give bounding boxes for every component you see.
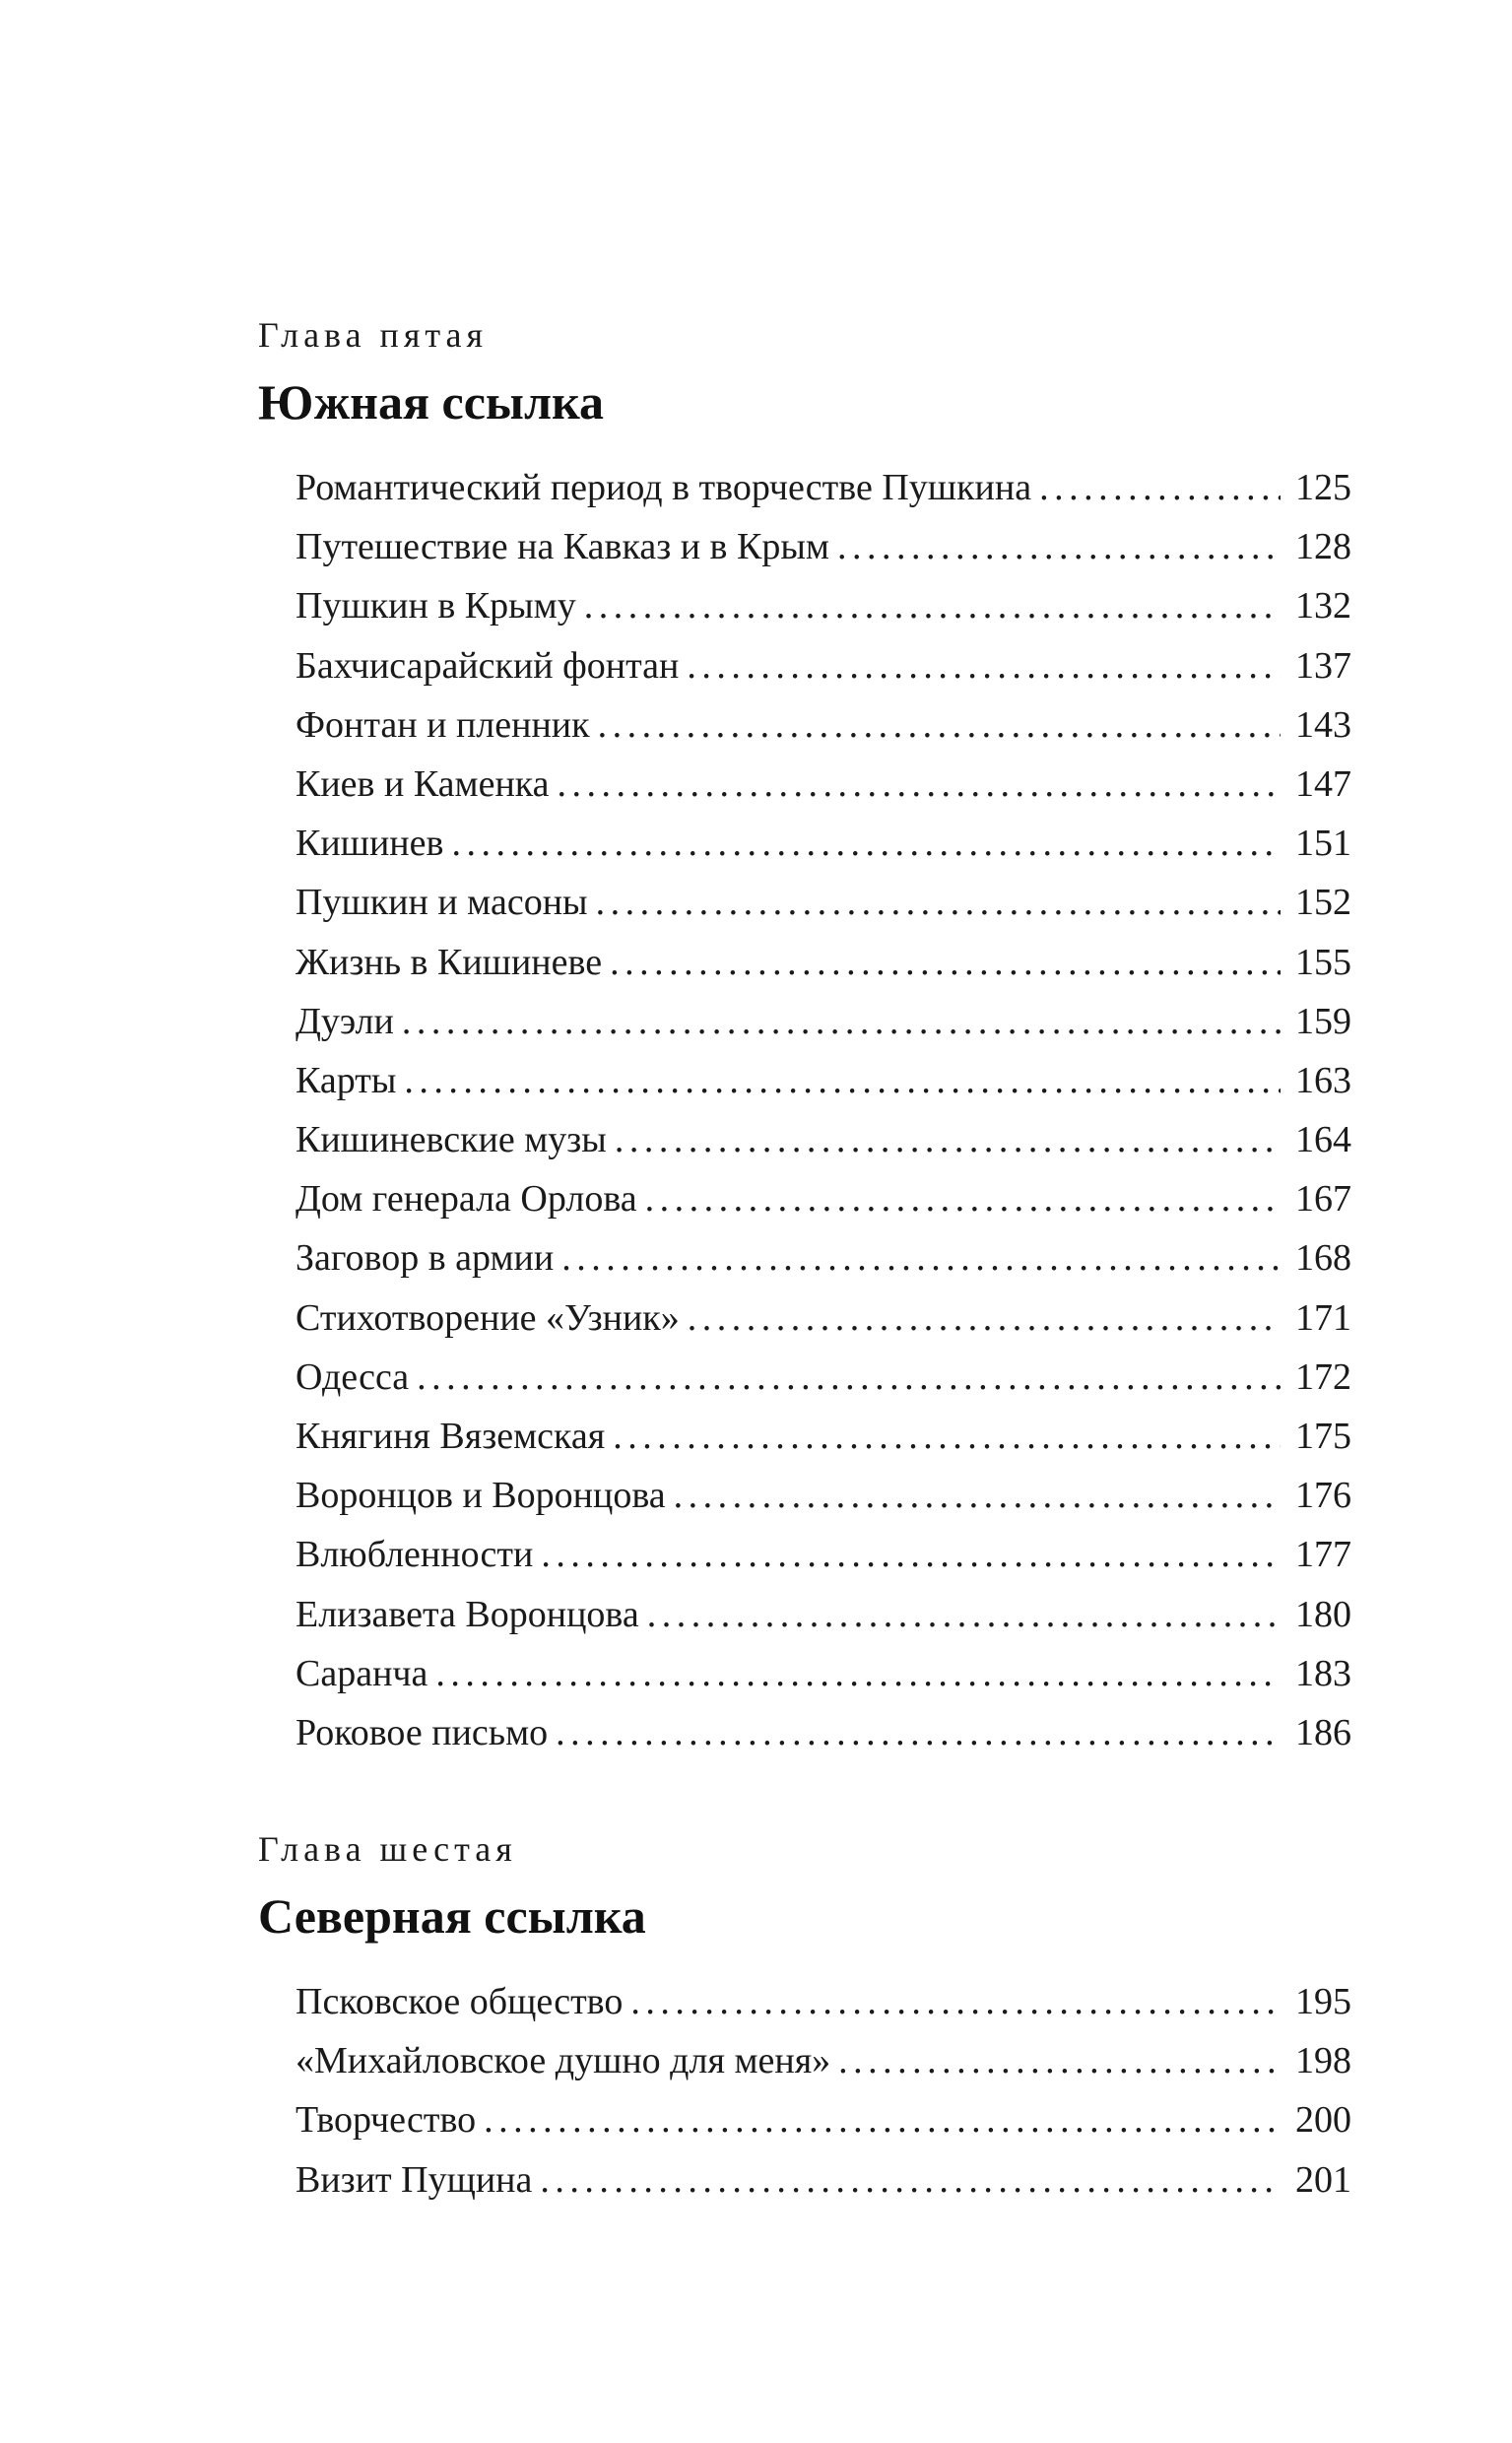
dot-leader	[558, 755, 1281, 814]
toc-entry	[296, 2150, 1351, 2210]
toc-entry-page-number: 175	[1295, 1416, 1351, 1457]
toc-entry-page-number: 155	[1295, 941, 1351, 983]
chapter-label: Глава шестая	[258, 1829, 517, 1869]
dot-leader	[688, 1288, 1281, 1348]
toc-entry-title: Заговор в армии	[296, 1237, 555, 1280]
toc-entry	[296, 2090, 1351, 2149]
toc-entry	[296, 1644, 1351, 1703]
toc-entry-page-number: 200	[1295, 2099, 1351, 2142]
dot-leader	[404, 1051, 1281, 1110]
toc-entry-title: Роковое письмо	[296, 1711, 549, 1753]
toc-entry-title: Елизавета Воронцова	[296, 1593, 639, 1635]
toc-entry-title: Кишинев	[296, 823, 444, 865]
dot-leader	[610, 933, 1281, 992]
dot-leader	[451, 814, 1281, 873]
dot-leader	[674, 1466, 1281, 1525]
toc-entry	[296, 1407, 1351, 1466]
toc-entry-page-number: 128	[1295, 526, 1351, 568]
toc-entry	[296, 1348, 1351, 1407]
chapter-section-5	[258, 313, 1351, 1762]
toc-entry	[296, 458, 1351, 517]
toc-entry	[296, 755, 1351, 814]
toc-entry-title: Одесса	[296, 1355, 410, 1398]
dot-leader	[1039, 458, 1281, 517]
toc-entry-page-number: 171	[1295, 1296, 1351, 1339]
dot-leader	[687, 636, 1281, 695]
dot-leader	[541, 1525, 1281, 1584]
toc-entry-title: Пушкин в Крыму	[296, 585, 576, 627]
toc-entry-page-number: 180	[1295, 1593, 1351, 1635]
toc-entry-title: Пушкин и масоны	[296, 882, 588, 924]
toc-entry-page-number: 163	[1295, 1059, 1351, 1101]
toc-entry-page-number: 198	[1295, 2040, 1351, 2082]
dot-leader	[647, 1585, 1281, 1644]
dot-leader	[417, 1348, 1281, 1407]
dot-leader	[837, 517, 1281, 576]
toc-entry	[296, 1466, 1351, 1525]
toc-entry-page-number: 167	[1295, 1178, 1351, 1221]
toc-entry-title: «Михайловское душно для меня»	[296, 2040, 831, 2082]
toc-entry-page-number: 147	[1295, 762, 1351, 805]
toc-list	[258, 458, 1351, 1762]
toc-entry	[296, 1110, 1351, 1169]
toc-entry-page-number: 151	[1295, 823, 1351, 865]
dot-leader	[484, 2090, 1281, 2149]
toc-entry	[296, 1169, 1351, 1228]
toc-entry	[296, 814, 1351, 873]
toc-entry-title: Воронцов и Воронцова	[296, 1475, 666, 1517]
toc-entry-page-number: 168	[1295, 1237, 1351, 1280]
dot-leader	[630, 1972, 1281, 2031]
toc-entry-title: Киев и Каменка	[296, 762, 550, 805]
dot-leader	[838, 2031, 1281, 2090]
toc-entry-title: Фонтан и пленник	[296, 703, 590, 746]
toc-entry-page-number: 172	[1295, 1355, 1351, 1398]
toc-entry	[296, 1703, 1351, 1762]
toc-entry	[296, 695, 1351, 755]
toc-entry-title: Княгиня Вяземская	[296, 1416, 606, 1457]
toc-entry-title: Псковское общество	[296, 1981, 624, 2022]
dot-leader	[540, 2150, 1281, 2210]
toc-entry-page-number: 201	[1295, 2158, 1351, 2201]
dot-leader	[645, 1169, 1281, 1228]
toc-entry-page-number: 176	[1295, 1475, 1351, 1517]
chapter-section-6	[258, 1827, 1351, 2210]
toc-entry-title: Кишиневские музы	[296, 1119, 607, 1161]
toc-entry	[296, 1525, 1351, 1584]
toc-entry	[296, 1051, 1351, 1110]
dot-leader	[556, 1703, 1281, 1762]
toc-entry-page-number: 186	[1295, 1711, 1351, 1753]
toc-entry	[296, 873, 1351, 932]
toc-entry-page-number: 137	[1295, 644, 1351, 687]
toc-entry-title: Дуэли	[296, 1000, 394, 1042]
toc-entry	[296, 1288, 1351, 1348]
toc-entry	[296, 933, 1351, 992]
toc-entry-title: Карты	[296, 1059, 397, 1101]
toc-entry-page-number: 143	[1295, 703, 1351, 746]
toc-entry-page-number: 125	[1295, 467, 1351, 508]
dot-leader	[613, 1407, 1281, 1466]
dot-leader	[561, 1228, 1281, 1288]
toc-entry-title: Творчество	[296, 2099, 477, 2142]
toc-entry-page-number: 132	[1295, 585, 1351, 627]
dot-leader	[435, 1644, 1281, 1703]
toc-entry	[296, 1972, 1351, 2031]
toc-entry-title: Дом генерала Орлова	[296, 1178, 637, 1221]
chapter-label: Глава пятая	[258, 315, 489, 355]
chapter-title: Северная ссылка	[258, 1888, 646, 1944]
toc-entry-title: Саранча	[296, 1652, 428, 1694]
toc-entry	[296, 517, 1351, 576]
toc-entry	[296, 1228, 1351, 1288]
toc-entry	[296, 636, 1351, 695]
toc-entry-title: Романтический период в творчестве Пушкина	[296, 467, 1032, 508]
dot-leader	[615, 1110, 1281, 1169]
toc-entry-page-number: 177	[1295, 1534, 1351, 1576]
toc-entry-title: Бахчисарайский фонтан	[296, 644, 680, 687]
toc-entry-title: Влюбленности	[296, 1534, 534, 1576]
toc-entry-page-number: 195	[1295, 1981, 1351, 2022]
toc-entry-page-number: 152	[1295, 882, 1351, 924]
toc-entry-page-number: 164	[1295, 1119, 1351, 1161]
dot-leader	[598, 695, 1281, 755]
toc-entry-page-number: 159	[1295, 1000, 1351, 1042]
toc-entry	[296, 576, 1351, 635]
dot-leader	[402, 992, 1281, 1051]
toc-entry-title: Путешествие на Кавказ и в Крым	[296, 526, 829, 568]
toc-entry-title: Стихотворение «Узник»	[296, 1296, 680, 1339]
toc-entry	[296, 992, 1351, 1051]
dot-leader	[596, 873, 1281, 932]
toc-list	[258, 1972, 1351, 2210]
toc-entry-title: Визит Пущина	[296, 2158, 533, 2201]
toc-entry	[296, 1585, 1351, 1644]
dot-leader	[584, 576, 1281, 635]
toc-entry-title: Жизнь в Кишиневе	[296, 941, 603, 983]
toc-entry-page-number: 183	[1295, 1652, 1351, 1694]
chapter-title: Южная ссылка	[258, 374, 605, 429]
toc-entry	[296, 2031, 1351, 2090]
